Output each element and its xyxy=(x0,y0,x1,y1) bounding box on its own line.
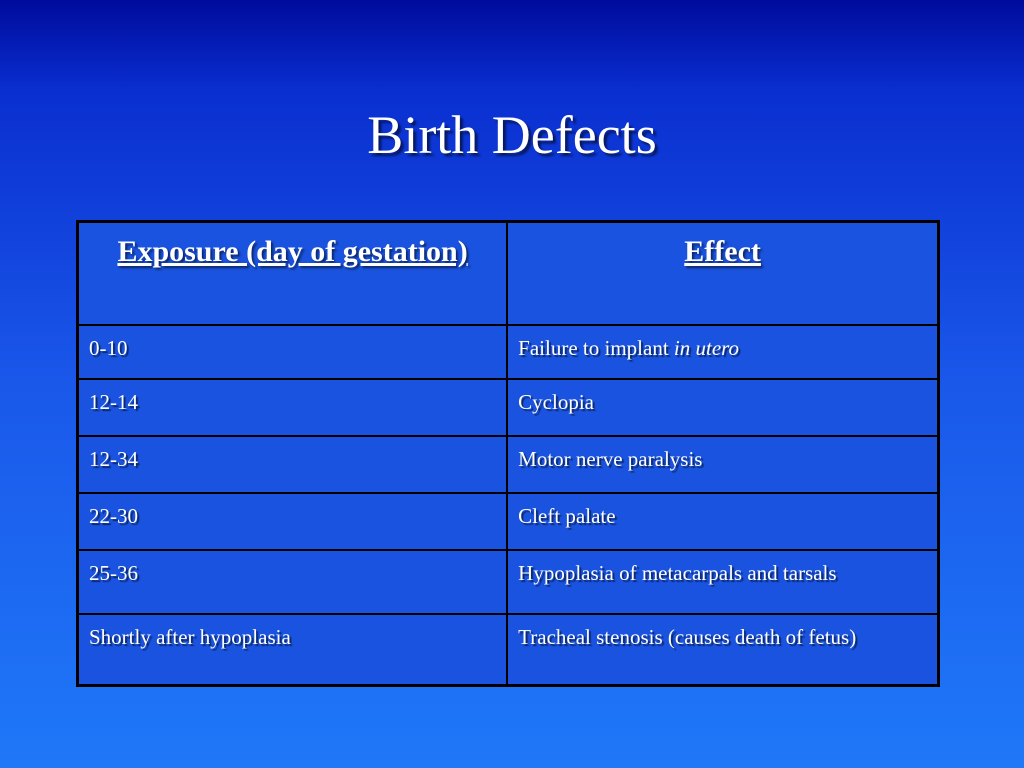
effect-cell xyxy=(507,550,938,614)
exposure-value: 22-30 xyxy=(89,503,138,528)
effect-cell xyxy=(507,436,938,493)
table-row xyxy=(78,436,939,493)
exposure-value: 12-14 xyxy=(89,389,138,414)
effect-cell xyxy=(507,493,938,550)
effect-italic-text: in utero xyxy=(673,335,740,360)
header-cell-effect xyxy=(507,222,938,325)
exposure-value: 0-10 xyxy=(89,335,128,360)
table-row xyxy=(78,493,939,550)
exposure-cell xyxy=(78,325,508,379)
effect-cell xyxy=(507,614,938,686)
header-exposure-label: Exposure (day of gestation) xyxy=(117,235,468,268)
table-row xyxy=(78,379,939,436)
effect-value: Hypoplasia of metacarpals and tarsals xyxy=(518,560,837,585)
effect-cell xyxy=(507,379,938,436)
birth-defects-table xyxy=(76,220,940,687)
effect-text: Failure to implant xyxy=(518,335,674,360)
table-row xyxy=(78,550,939,614)
exposure-cell xyxy=(78,614,508,686)
exposure-value: Shortly after hypoplasia xyxy=(89,624,291,649)
exposure-value: 25-36 xyxy=(89,560,138,585)
table-row xyxy=(78,614,939,686)
effect-value: Tracheal stenosis (causes death of fetus) xyxy=(518,624,857,649)
table-row xyxy=(78,325,939,379)
effect-value: Cleft palate xyxy=(518,503,616,528)
effect-cell xyxy=(507,325,938,379)
effect-value: Motor nerve paralysis xyxy=(518,446,703,471)
header-cell-exposure xyxy=(78,222,508,325)
exposure-cell xyxy=(78,436,508,493)
effect-value: Cyclopia xyxy=(518,389,594,414)
header-effect-label: Effect xyxy=(684,235,761,268)
effect-value xyxy=(508,326,937,363)
slide-title: Birth Defects xyxy=(367,105,657,165)
table-header-row xyxy=(78,222,939,325)
exposure-cell xyxy=(78,550,508,614)
exposure-cell xyxy=(78,379,508,436)
exposure-cell xyxy=(78,493,508,550)
exposure-value: 12-34 xyxy=(89,446,138,471)
